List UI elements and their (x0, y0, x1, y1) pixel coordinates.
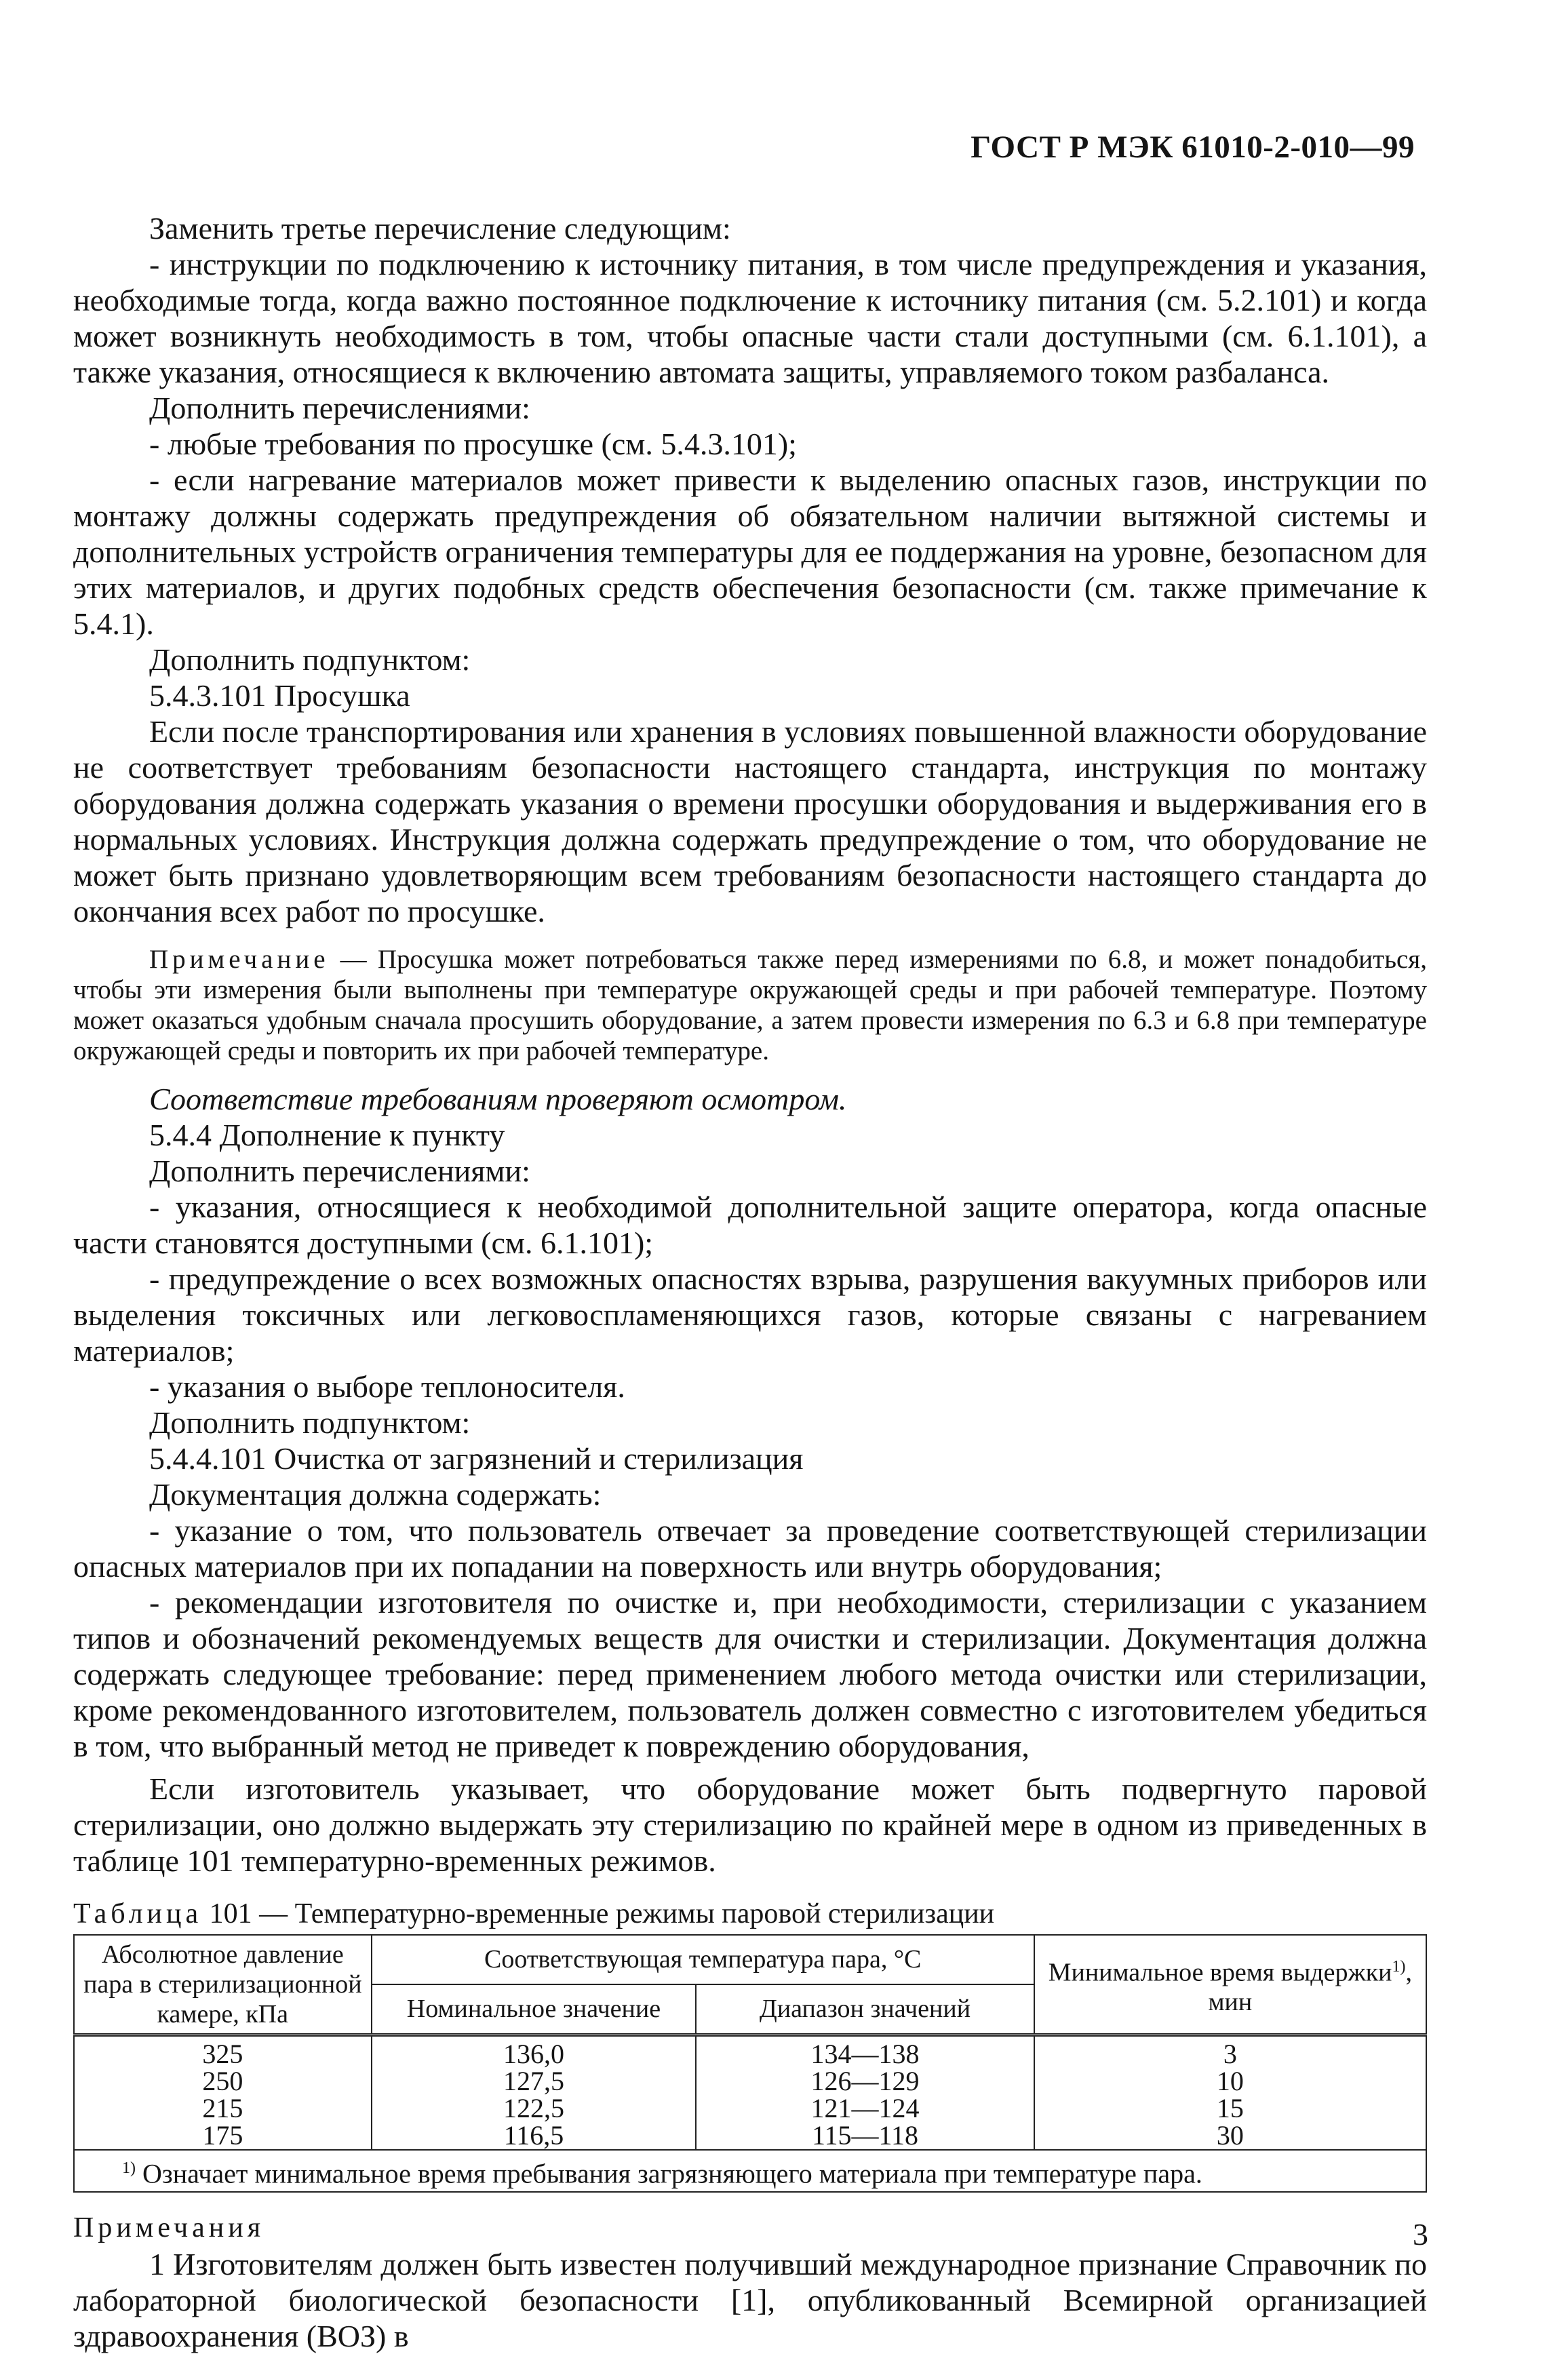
paragraph: Если изготовитель указывает, что оборудование может быть подвергнуто паровой стерилизации, оно должно выдержать эту стерилизацию по крайней мере в одном из приведенных в таблице 101 температурно-временных режимов. (73, 1771, 1427, 1878)
subclause-heading: 5.4.4.101 Очистка от загрязнений и стерилизация (149, 1441, 804, 1476)
clause-heading: 5.4.4 Дополнение к пункту (149, 1118, 505, 1152)
paragraph: - если нагревание материалов может привести к выделению опасных газов, инструкции по монтажу должны содержать предупреждения об обязательном наличии вытяжной системы и дополнительных устройств ограничения температуры для ее поддержания на уровне, безопасном для этих материалов, и других подобных средств обеспечения безопасности (см. также примечание к 5.4.1). (73, 463, 1427, 641)
paragraph: - указания о выборе теплоносителя. (149, 1369, 625, 1404)
note-item: 1 Изготовителям должен быть известен получивший международное признание Справочник по лабораторной биологической безопасности [1], опубликованный Всемирной организацией здравоохранения (ВОЗ) в (73, 2247, 1427, 2354)
paragraph: Дополнить подпунктом: (149, 642, 471, 677)
paragraph: - предупреждение о всех возможных опасностях взрыва, разрушения вакуумных приборов или выделения токсичных или легковоспламеняющихся газов, которые связаны с нагреванием материалов; (73, 1261, 1427, 1368)
paragraph: - указание о том, что пользователь отвечает за проведение соответствующей стерилизации опасных материалов при их попадании на поверхность или внутрь оборудования; (73, 1513, 1427, 1584)
paragraph: Дополнить перечислениями: (149, 391, 530, 425)
document-body (73, 210, 1427, 2354)
subclause-heading: 5.4.3.101 Просушка (149, 678, 410, 713)
paragraph: Дополнить подпунктом: (149, 1405, 471, 1440)
paragraph: Заменить третье перечисление следующим: (149, 211, 731, 246)
note-text: — Просушка может потребоваться также перед измерениями по 6.8, и может понадобиться, чтобы эти измерения были выполнены при температуре окружающей среды и при рабочей температуре. Поэтому может оказаться удобным сначала просушить оборудование, а затем провести измерения по 6.3 и 6.8 при температуре окружающей среды и повторить их при рабочей температуре. (73, 945, 1427, 1065)
column-header-temperature: Соответствующая температура пара, °С (372, 1935, 1034, 1984)
table-footnote: $^{1)}$ Означает минимальное время пребывания загрязняющего материала при температуре пара. (74, 2150, 1426, 2192)
paragraph: Документация должна содержать: (149, 1477, 602, 1512)
paragraph: - указания, относящиеся к необходимой дополнительной защите оператора, когда опасные части становятся доступными (см. 6.1.101); (73, 1190, 1427, 1260)
table-footnote-row (74, 2150, 1426, 2192)
notes-title: Примечания (73, 2212, 265, 2244)
table-caption-text: 101 — Температурно-временные режимы паровой стерилизации (202, 1898, 995, 1929)
paragraph: Если после транспортирования или хранения в условиях повышенной влажности оборудование не соответствует требованиям безопасности настоящего стандарта, инструкция по монтажу оборудования должна содержать указания о времени просушки оборудования и выдерживания его в нормальных условиях. Инструкция должна содержать предупреждение о том, что оборудование не может быть признано удовлетворяющим всем требованиям безопасности настоящего стандарта до окончания всех работ по просушке. (73, 714, 1427, 928)
column-header-nominal: Номинальное значение (372, 1984, 697, 2035)
column-header-pressure: Абсолютное давление пара в стерилизационной камере, кПа (74, 1935, 372, 2035)
compliance-statement: Соответствие требованиям проверяют осмотром. (149, 1082, 847, 1116)
column-header-min-time: Минимальное время выдержки$^{1)}$, мин (1034, 1935, 1426, 2035)
table-caption-label: Таблица (73, 1898, 203, 1929)
page-number: 3 (1413, 2217, 1428, 2252)
standard-code-header: ГОСТ Р МЭК 61010-2-010—99 (971, 130, 1415, 165)
table-row: 250 127,5 126—129 10 (74, 2068, 1426, 2095)
paragraph: Дополнить перечислениями: (149, 1154, 530, 1188)
paragraph: - рекомендации изготовителя по очистке и, при необходимости, стерилизации с указанием типов и обозначений рекомендуемых веществ для очистки и стерилизации. Документация должна содержать следующее требование: перед применением любого метода очистки или стерилизации, кроме рекомендованного изготовителем, пользователь должен совместно с изготовителем убедиться в том, что выбранный метод не приведет к повреждению оборудования, (73, 1585, 1427, 1763)
note-label: Примечание (149, 945, 330, 974)
table-row: 325 136,0 134—138 3 (74, 2035, 1426, 2068)
sterilization-table (73, 1934, 1427, 2193)
note (73, 944, 1427, 1066)
paragraph: - любые требования по просушке (см. 5.4.3.101); (149, 427, 797, 461)
paragraph: - инструкции по подключению к источнику питания, в том числе предупреждения и указания, необходимые тогда, когда важно постоянное подключение к источнику питания (см. 5.2.101) и когда может возникнуть необходимость в том, чтобы опасные части стали доступными (см. 6.1.101), а также указания, относящиеся к включению автомата защиты, управляемого током разбаланса. (73, 247, 1427, 389)
column-header-range: Диапазон значений (696, 1984, 1034, 2035)
table-caption (73, 1898, 1427, 1930)
table-row: 215 122,5 121—124 15 (74, 2095, 1426, 2122)
table-row: 175 116,5 115—118 30 (74, 2122, 1426, 2150)
